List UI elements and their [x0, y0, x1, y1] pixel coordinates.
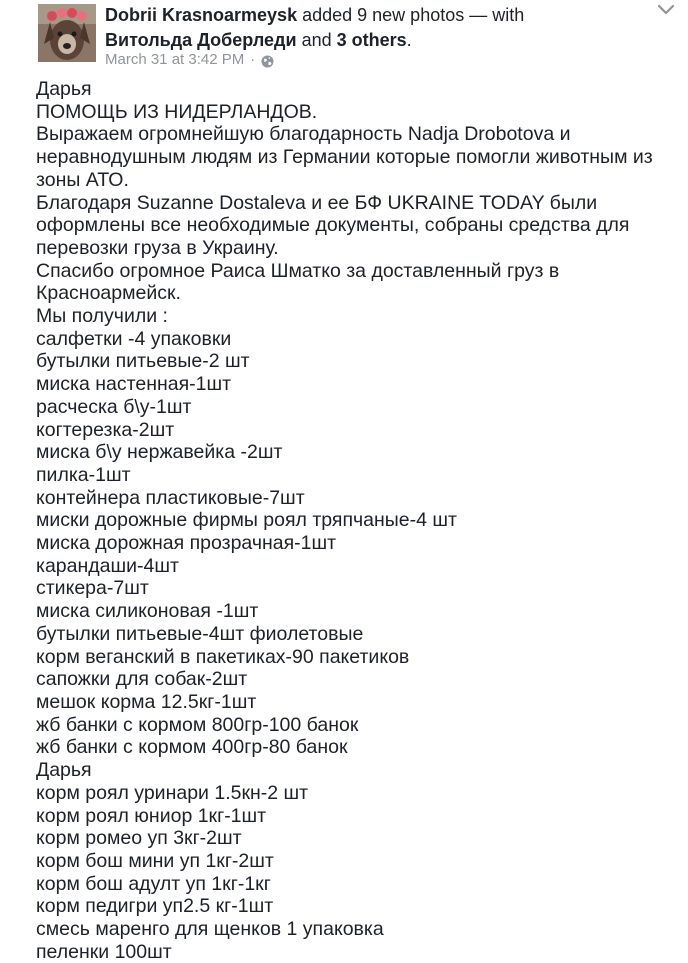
post-body-line: Дарья: [36, 759, 92, 782]
post-body-line: Мы получили :: [36, 305, 168, 328]
post-body-line: сапожки для собак-2шт: [36, 668, 248, 691]
meta-separator: ·: [250, 51, 256, 68]
post-body-line: миска б\у нержавейка -2шт: [36, 441, 283, 464]
action-text: added 9 new photos — with: [302, 5, 525, 25]
post-body-line: контейнера пластиковые-7шт: [36, 486, 305, 509]
post-body-line: корм педигри уп2.5 кг-1шт: [36, 895, 274, 918]
post-body-line: жб банки с кормом 800гр-100 банок: [36, 713, 359, 736]
post-body-line: стикера-7шт: [36, 577, 149, 600]
post-menu-button[interactable]: [656, 2, 676, 18]
post-body-line: корм веганский в пакетиках-90 пакетиков: [36, 645, 410, 668]
post-body-line: корм бош адулт уп 1кг-1кг: [36, 872, 271, 895]
post-body-line: жб банки с кормом 400гр-80 банок: [36, 736, 348, 759]
post-body-line: корм ромео уп 3кг-2шт: [36, 827, 242, 850]
post-body: [36, 78, 676, 963]
author-link[interactable]: Dobrii Krasnoarmeysk: [105, 5, 298, 25]
post-body-line: корм роял юниор 1кг-1шт: [36, 804, 267, 827]
timestamp-link[interactable]: March 31 at 3:42 PM: [105, 51, 245, 68]
post-body-line: неравнодушным людям из Германии которые помогли животным из: [36, 146, 653, 169]
post-body-line: оформлены все необходимые документы, собраны средства для: [36, 214, 630, 237]
post-body-line: корм бош мини уп 1кг-2шт: [36, 849, 274, 872]
post-body-line: миска настенная-1шт: [36, 373, 232, 396]
post-body-line: перевозки груза в Украину.: [36, 236, 279, 259]
chevron-down-icon: [656, 2, 676, 18]
post-body-line: пеленки 100шт: [36, 940, 172, 963]
post-body-line: ПОМОЩЬ ИЗ НИДЕРЛАНДОВ.: [36, 100, 318, 123]
post-body-line: Выражаем огромнейшую благодарность Nadja Drobotova и: [36, 123, 571, 146]
post-body-line: Дарья: [36, 78, 92, 100]
post-body-line: миска силиконовая -1шт: [36, 600, 259, 623]
post-body-line: пилка-1шт: [36, 463, 131, 486]
post-body-line: когтерезка-2шт: [36, 418, 175, 441]
avatar[interactable]: [38, 4, 96, 62]
post-body-line: расческа б\у-1шт: [36, 395, 192, 418]
post-meta: [105, 50, 274, 70]
post-body-line: миски дорожные фирмы роял тряпчаные-4 шт: [36, 509, 457, 532]
post-body-line: корм роял уринари 1.5кн-2 шт: [36, 781, 309, 804]
post-body-line: мешок корма 12.5кг-1шт: [36, 690, 257, 713]
globe-icon[interactable]: [261, 54, 274, 67]
and-text: and: [301, 30, 332, 50]
post-body-line: бутылки питьевые-2 шт: [36, 350, 250, 373]
post-header: [105, 3, 625, 53]
tagged-person-link[interactable]: Витольда Доберледи: [105, 30, 297, 50]
post-body-line: смесь маренго для щенков 1 упаковка: [36, 918, 384, 941]
post-body-line: миска дорожная прозрачная-1шт: [36, 532, 337, 555]
post-body-line: зоны АТО.: [36, 168, 129, 191]
dog-photo-icon: [38, 4, 96, 62]
post-body-line: бутылки питьевые-4шт фиолетовые: [36, 622, 364, 645]
post-body-line: салфетки -4 упаковки: [36, 327, 232, 350]
post-body-line: Красноармейск.: [36, 282, 181, 305]
period-text: .: [406, 30, 412, 50]
post-body-line: Спасибо огромное Раиса Шматко за доставленный груз в: [36, 259, 560, 282]
post-body-line: карандаши-4шт: [36, 554, 179, 577]
others-link[interactable]: 3 others: [336, 30, 407, 50]
post-body-line: Благодаря Suzanne Dostaleva и ее БФ UKRAINE TODAY были: [36, 191, 598, 214]
